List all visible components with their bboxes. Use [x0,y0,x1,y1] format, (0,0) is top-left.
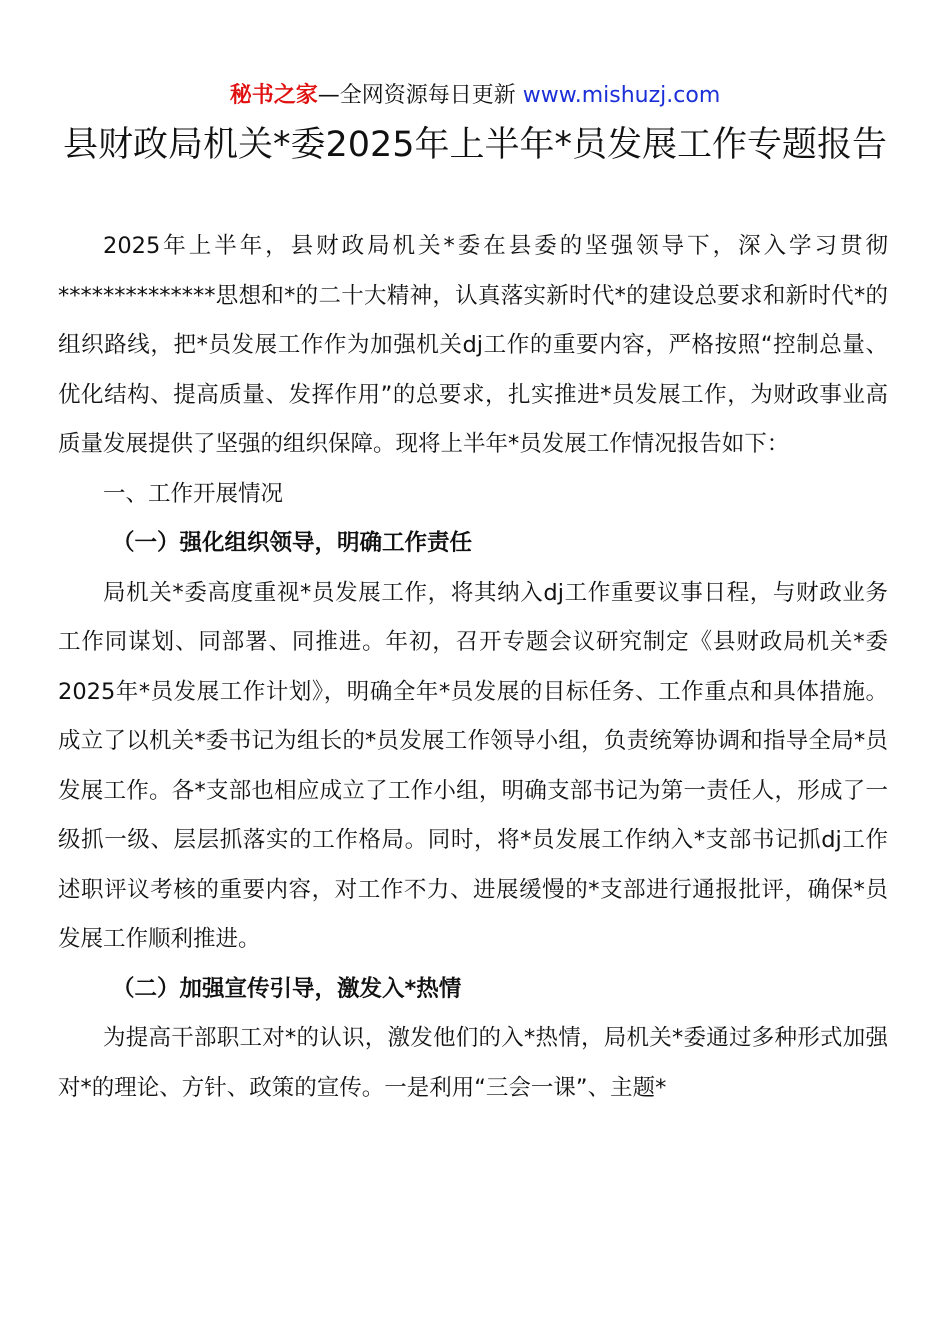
subsection-paragraph-2: 为提高干部职工对*的认识，激发他们的入*热情，局机关*委通过多种形式加强对*的理论、方针、政策的宣传。一是利用“三会一课”、主题* [58,1025,888,1101]
section-heading-1: 一、工作开展情况 [103,480,284,507]
site-url[interactable]: www.mishuzj.com [522,83,721,108]
document-body [58,222,888,1113]
intro-paragraph: 2025年上半年，县财政局机关*委在县委的坚强领导下，深入学习贯彻**************思想和*的二十大精神，认真落实新时代*的建设总要求和新时代*的组织路线，把*员发展工作作为加强机关dj工作的重要内容，严格按照“控制总量、优化结构、提高质量、发挥作用”的总要求，扎实推进*员发展工作，为财政事业高质量发展提供了坚强的组织保障。现将上半年*员发展工作情况报告如下： [58,233,888,457]
subsection-paragraph-1: 局机关*委高度重视*员发展工作，将其纳入dj工作重要议事日程，与财政业务工作同谋划、同部署、同推进。年初，召开专题会议研究制定《县财政局机关*委2025年*员发展工作计划》，明确全年*员发展的目标任务、工作重点和具体措施。成立了以机关*委书记为组长的*员发展工作领导小组，负责统筹协调和指导全局*员发展工作。各*支部也相应成立了工作小组，明确支部书记为第一责任人，形成了一级抓一级、层层抓落实的工作格局。同时，将*员发展工作纳入*支部书记抓dj工作述职评议考核的重要内容，对工作不力、进展缓慢的*支部进行通报批评，确保*员发展工作顺利推进。 [58,579,888,952]
subsection-heading-1: （一）强化组织领导，明确工作责任 [112,530,473,556]
site-tagline: —全网资源每日更新 [317,83,523,108]
site-brand: 秘书之家 [229,83,318,108]
subsection-heading-2: （二）加强宣传引导，激发入*热情 [112,975,462,1002]
document-title: 县财政局机关*委2025年上半年*员发展工作专题报告 [62,125,888,165]
site-header [0,80,950,112]
